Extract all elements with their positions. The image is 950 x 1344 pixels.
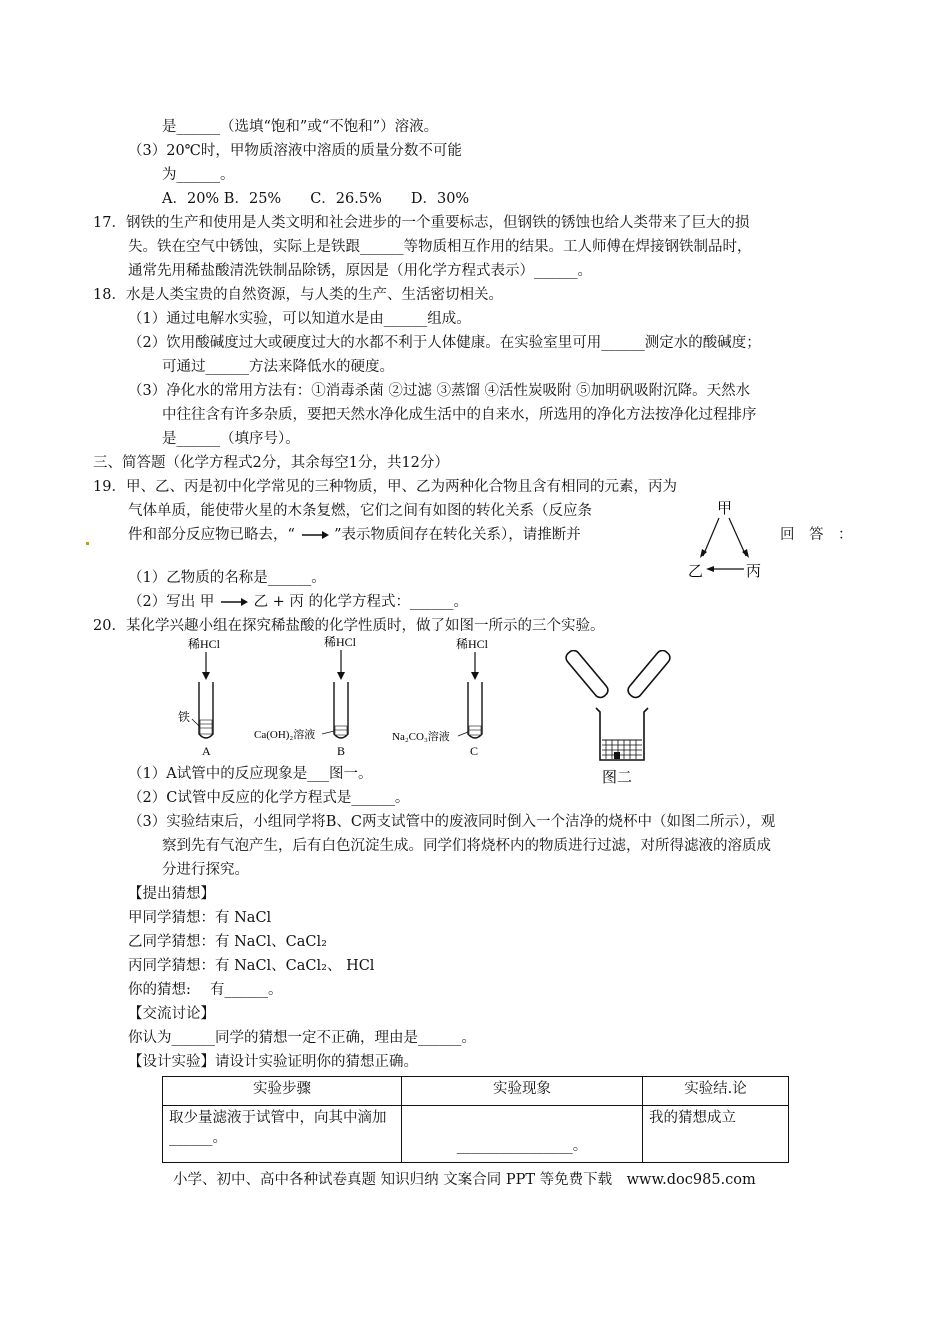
reagent-label: 稀HCl xyxy=(188,637,221,651)
text-line: （3）净化水的常用方法有：①消毒杀菌 ②过滤 ③蒸馏 ④活性炭吸附 ⑤加明矾吸附沉降。天然水 xyxy=(128,383,751,399)
question-19: 19．甲、乙、丙是初中化学常见的三种物质，甲、乙为两种化合物且含有相同的元素，丙为 xyxy=(93,479,677,495)
table-cell: 取少量滤液于试管中，向其中滴加______。 xyxy=(163,1106,402,1163)
text-line: A．20% B．25% C．26.5% D．30% xyxy=(162,191,470,207)
text-line: 通常先用稀盐酸清洗铁制品除锈，原因是（用化学方程式表示）______。 xyxy=(128,263,592,279)
table-header-row xyxy=(163,1077,789,1106)
tube-b xyxy=(254,634,357,758)
heading-design: 【设计实验】请设计实验证明你的猜想正确。 xyxy=(128,1054,418,1070)
reagent-label: 稀HCl xyxy=(324,635,357,649)
text-part: 件和部分反应物已略去，“ xyxy=(128,527,295,543)
tube-label: C xyxy=(470,744,479,758)
table-cell: 我的猜想成立 xyxy=(643,1106,789,1163)
diagram-19 xyxy=(684,496,768,580)
text-line: 甲同学猜想：有 NaCl xyxy=(128,910,272,926)
figure-1 xyxy=(170,634,510,764)
text-line: 是______（选填“饱和”或“不饱和”）溶液。 xyxy=(162,119,439,135)
reagent-label: 稀HCl xyxy=(456,637,489,651)
text-line: 你认为______同学的猜想一定不正确，理由是______。 xyxy=(128,1030,476,1046)
tube-label: A xyxy=(202,744,211,758)
text-line: （2）饮用酸碱度过大或硬度过大的水都不利于人体健康。在实验室里可用______测定水的酸碱度； xyxy=(128,335,761,351)
dot-mark xyxy=(86,542,89,545)
arrow-icon xyxy=(219,597,249,607)
node-left: 乙 xyxy=(688,564,704,580)
text-line: 中往往含有许多杂质，要把天然水净化成生活中的自来水，所选用的净化方法按净化过程排序 xyxy=(162,407,757,423)
text-line: （1）通过电解水实验，可以知道水是由______组成。 xyxy=(128,311,471,327)
text-line: 你的猜想: 有______。 xyxy=(128,982,283,998)
text-line: （3）20℃时，甲物质溶液中溶质的质量分数不可能 xyxy=(128,143,462,159)
text-line: 分进行探究。 xyxy=(162,862,249,878)
text-line: 可通过______方法来降低水的硬度。 xyxy=(162,359,394,375)
text-part: ”表示物质间存在转化关系），请推断并 xyxy=(334,527,581,543)
table-header: 实验结.论 xyxy=(643,1077,789,1106)
question-17: 17．钢铁的生产和使用是人类文明和社会进步的一个重要标志，但钢铁的锈蚀也给人类带来了巨大的损 xyxy=(93,215,750,231)
text-line: 为______。 xyxy=(162,167,235,183)
section-heading: 三、简答题（化学方程式2分，其余每空1分，共12分） xyxy=(93,455,449,471)
heading-discussion: 【交流讨论】 xyxy=(128,1006,215,1022)
text-part: 乙 + 丙 的化学方程式：______。 xyxy=(253,594,469,610)
figure-2 xyxy=(560,650,680,786)
text-line: 乙同学猜想：有 NaCl、CaCl₂ xyxy=(128,934,327,950)
text-line: 丙同学猜想：有 NaCl、CaCl₂、 HCl xyxy=(128,958,375,974)
tube-content: Na₂CO₃溶液 xyxy=(392,731,450,743)
tube-content: Ca(OH)₂溶液 xyxy=(254,729,316,741)
tube-content: 铁 xyxy=(178,710,191,724)
table-header: 实验现象 xyxy=(402,1077,643,1106)
text-line: （2）C试管中反应的化学方程式是______。 xyxy=(128,790,410,806)
text-line: 察到先有气泡产生，后有白色沉淀生成。同学们将烧杯内的物质进行过滤，对所得滤液的溶质成 xyxy=(162,838,771,854)
tube-label: B xyxy=(337,744,346,758)
node-top: 甲 xyxy=(717,501,733,517)
text-line xyxy=(128,592,468,612)
tube-a xyxy=(178,636,221,758)
table-header: 实验步骤 xyxy=(163,1077,402,1106)
question-18: 18．水是人类宝贵的自然资源，与人类的生产、生活密切相关。 xyxy=(93,287,503,303)
text-line: 失。铁在空气中锈蚀，实际上是铁跟______等物质相互作用的结果。工人师傅在焊接钢铁制品时， xyxy=(128,239,752,255)
node-right: 丙 xyxy=(746,564,762,580)
tube-c xyxy=(392,636,489,758)
text-line: 回 答 ： xyxy=(780,527,853,543)
figure-2-caption: 图二 xyxy=(602,770,633,786)
text-line: （3）实验结束后，小组同学将B、C两支试管中的废液同时倒入一个洁净的烧杯中（如图二所示），观 xyxy=(128,814,776,830)
text-part: （2）写出 甲 xyxy=(128,594,215,610)
arrow-icon xyxy=(300,530,330,540)
text-line: 是______（填序号）。 xyxy=(162,431,300,447)
question-20: 20．某化学兴趣小组在探究稀盐酸的化学性质时，做了如图一所示的三个实验。 xyxy=(93,618,605,634)
text-line xyxy=(128,525,581,545)
text-line: 气体单质，能使带火星的木条复燃，它们之间有如图的转化关系（反应条 xyxy=(128,503,592,519)
text-line: （1）乙物质的名称是______。 xyxy=(128,570,326,586)
text-line: （1）A试管中的反应现象是___图一。 xyxy=(128,766,373,782)
footer: 小学、初中、高中各种试卷真题 知识归纳 文案合同 PPT 等免费下载 www.doc985.com xyxy=(173,1172,756,1188)
table-row xyxy=(163,1106,789,1163)
experiment-table xyxy=(162,1076,789,1163)
heading-guess: 【提出猜想】 xyxy=(128,886,215,902)
table-cell: ________________。 xyxy=(402,1106,643,1163)
